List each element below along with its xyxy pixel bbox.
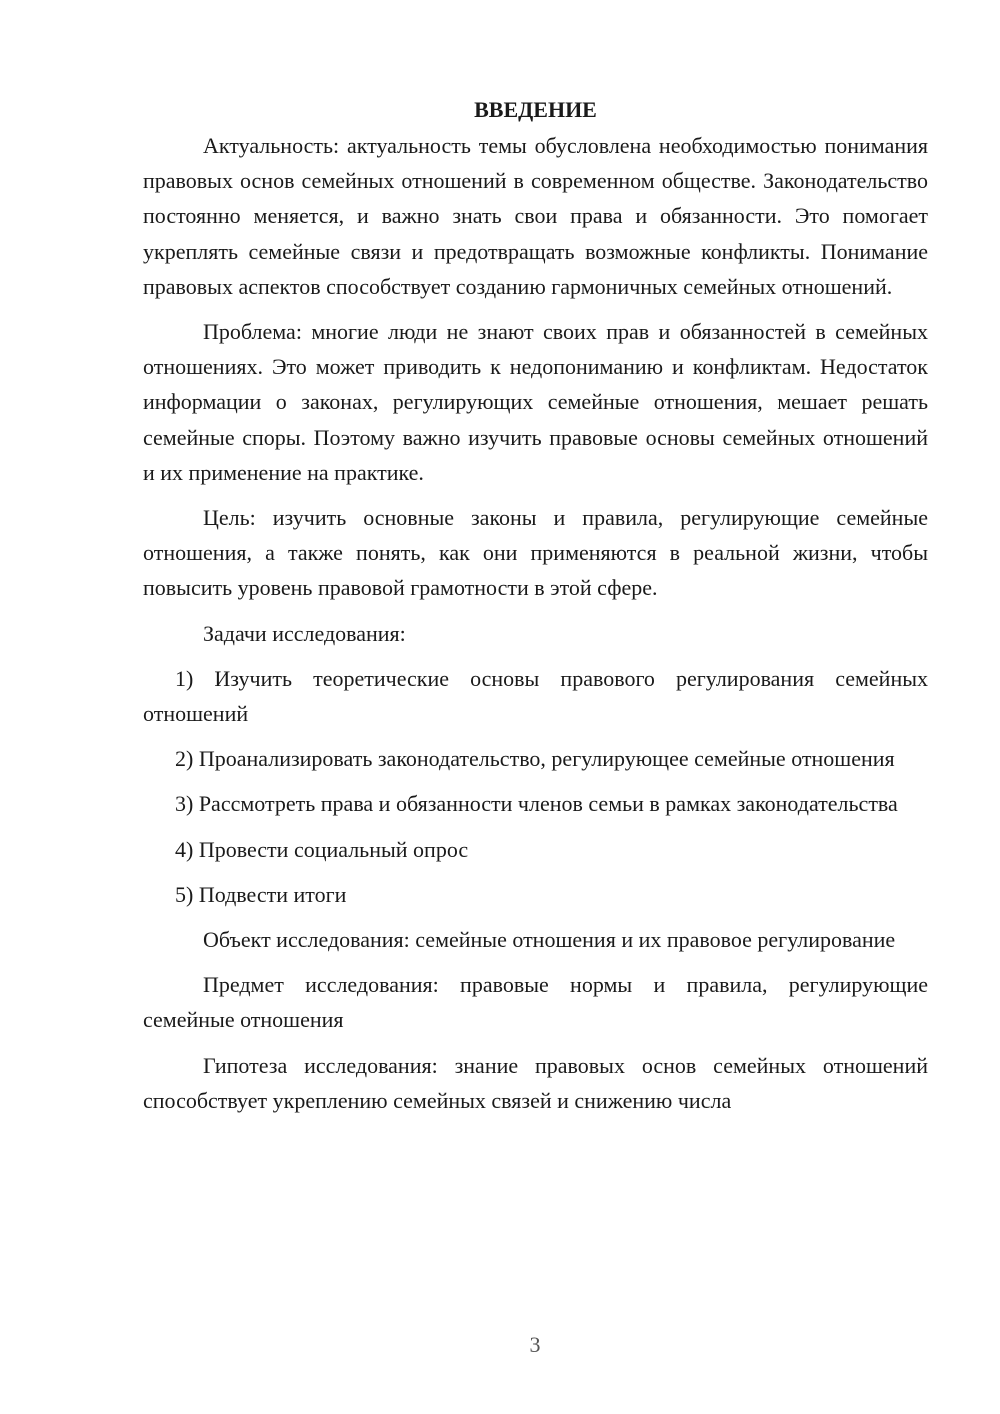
paragraph-object: Объект исследования: семейные отношения и их правовое регулирование [203, 927, 896, 953]
paragraph-problem: Проблема: многие люди не знают своих прав и обязанностей в семейных отношениях. Это может приводить к недопониманию и конфликтам. Недостаток информации о законах, регулирующих семейные отношения, мешает решать семейные споры. Поэтому важно изучить правовые основы семейных отношений и их применение на практике. [143, 319, 928, 485]
task-item-2: 2) Проанализировать законодательство, регулирующее семейные отношения [175, 746, 895, 772]
paragraph-tasks-heading: Задачи исследования: [203, 620, 406, 646]
paragraph-subject: Предмет исследования: правовые нормы и правила, регулирующие семейные отношения [143, 972, 928, 1033]
page-number: 3 [529, 1332, 541, 1357]
paragraph-goal: Цель: изучить основные законы и правила, регулирующие семейные отношения, а также понять, как они применяются в реальной жизни, чтобы повысить уровень правовой грамотности в этой сфере. [143, 505, 928, 601]
document-page [143, 92, 928, 1118]
paragraph-hypothesis: Гипотеза исследования: знание правовых основ семейных отношений способствует укреплению семейных связей и снижению числа [143, 1052, 928, 1113]
task-item-5: 5) Подвести итоги [175, 881, 347, 907]
task-item-4: 4) Провести социальный опрос [175, 836, 469, 862]
task-item-1: 1) Изучить теоретические основы правового регулирования семейных отношений [143, 665, 928, 727]
task-item-3: 3) Рассмотреть права и обязанности членов семьи в рамках законодательства [175, 791, 898, 817]
section-title: ВВЕДЕНИЕ [474, 97, 597, 122]
paragraph-relevance: Актуальность: актуальность темы обусловлена необходимостью понимания правовых основ семейных отношений в современном обществе. Законодательство постоянно меняется, и важно знать свои права и обязанности. Это помогает укреплять семейные связи и предотвращать возможные конфликты. Понимание правовых аспектов способствует созданию гармоничных семейных отношений. [143, 133, 928, 299]
